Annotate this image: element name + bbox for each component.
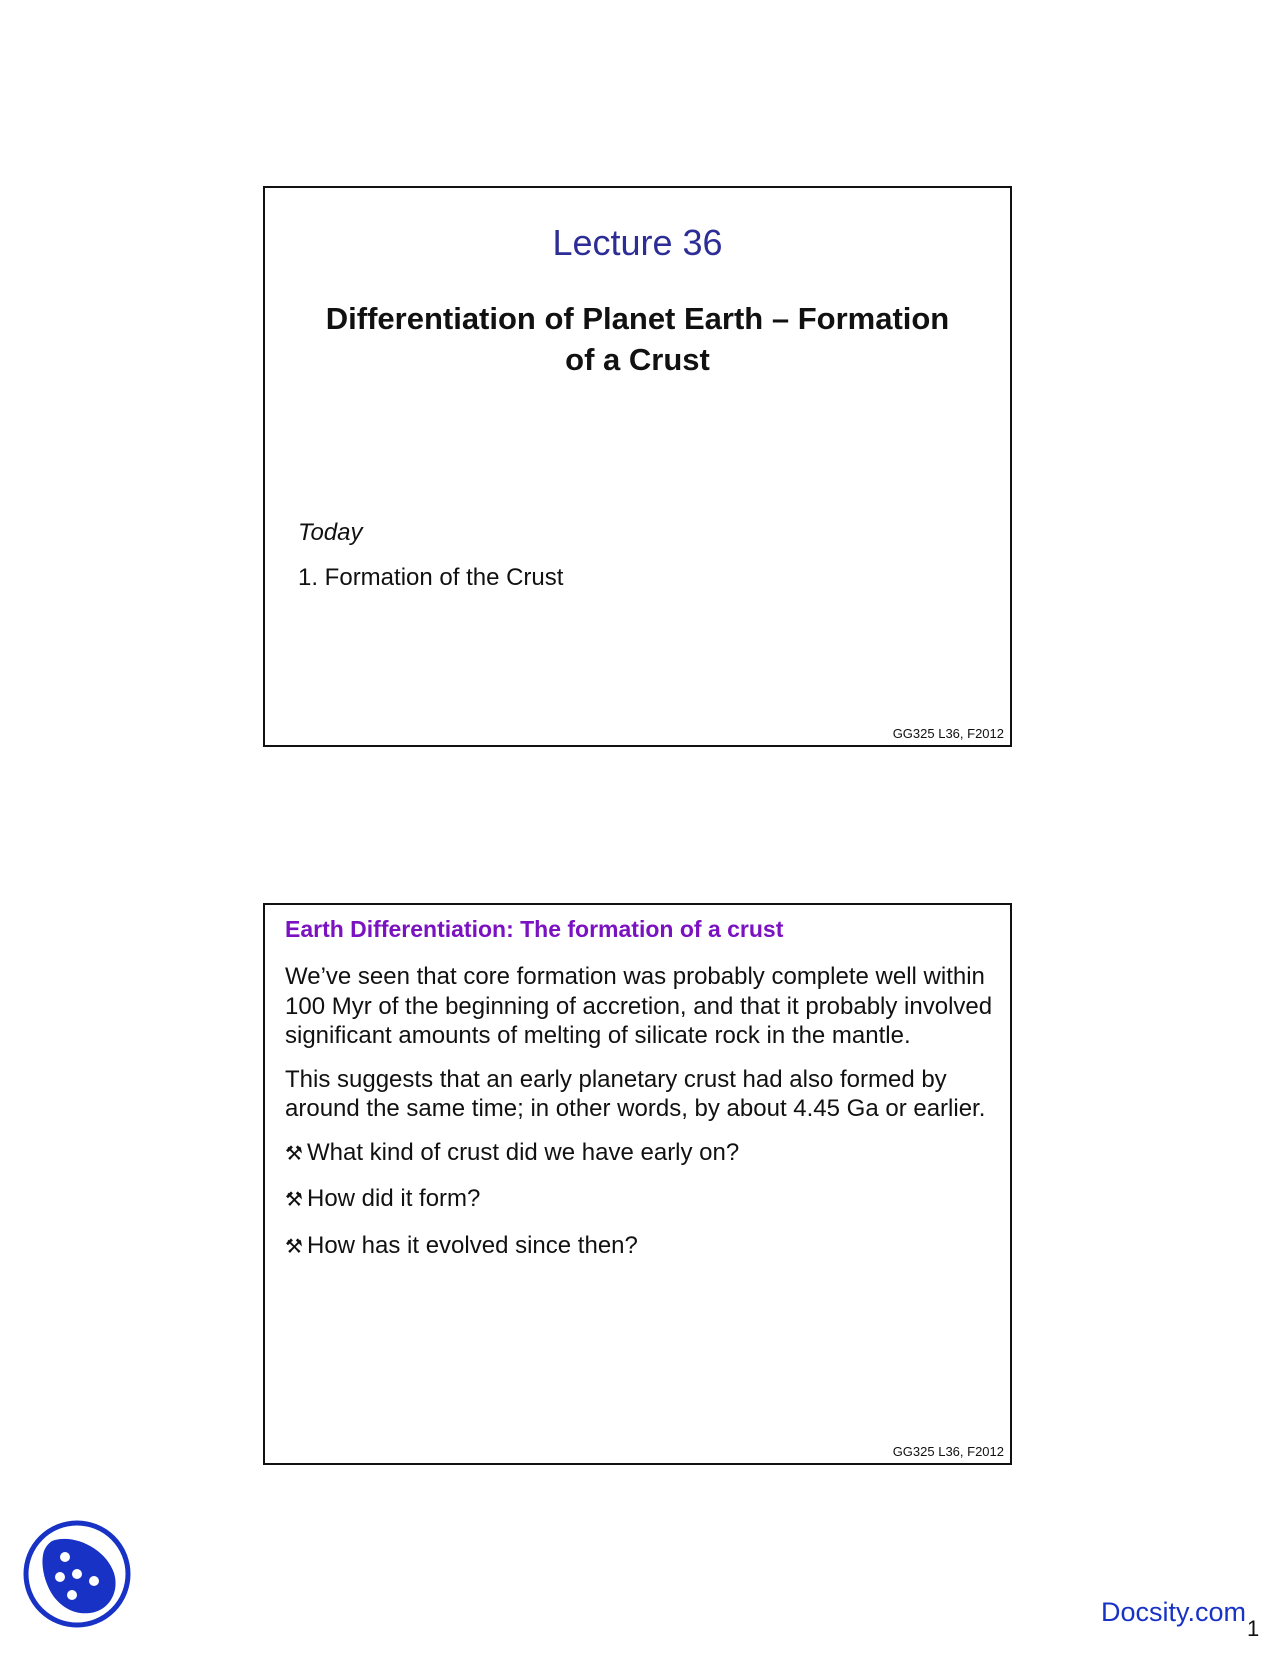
question-text: How did it form? [307,1185,481,1212]
hammer-and-wrench-icon: ⚒ [285,1235,303,1258]
question-text: What kind of crust did we have early on? [307,1138,740,1166]
slide-body [285,962,996,1277]
slide-footer: GG325 L36, F2012 [892,1444,1004,1459]
title-line-2: of a Crust [565,342,710,377]
docsity-logo-icon[interactable] [22,1519,132,1629]
lecture-main-title [285,298,990,380]
page-number: 1 [1247,1616,1260,1641]
paragraph-core-formation: We’ve seen that core formation was probably complete well within 100 Myr of the beginning of accretion, and that it probably involved significant amounts of melting of silicate rock in the mantle. [285,963,993,1049]
question-text: How has it evolved since then? [307,1231,638,1259]
slide-title: Earth Differentiation: The formation of a crust [285,916,784,942]
slide-footer: GG325 L36, F2012 [892,726,1004,741]
slide-2 [263,903,1012,1465]
question-item [285,1184,996,1216]
hammer-and-wrench-icon: ⚒ [285,1142,303,1165]
docsity-brand-link[interactable]: Docsity.com [1101,1597,1247,1627]
agenda-item: 1. Formation of the Crust [298,564,564,591]
question-item [285,1231,996,1263]
lecture-number-title: Lecture 36 [552,222,723,263]
title-line-1: Differentiation of Planet Earth – Formation [325,301,950,336]
today-label: Today [298,519,363,546]
hammer-and-wrench-icon: ⚒ [285,1189,303,1211]
slide-1 [263,186,1012,747]
paragraph-early-crust: This suggests that an early planetary crust had also formed by around the same time; in other words, by about 4.45 Ga or earlier. [285,1065,986,1122]
question-item [285,1138,996,1170]
